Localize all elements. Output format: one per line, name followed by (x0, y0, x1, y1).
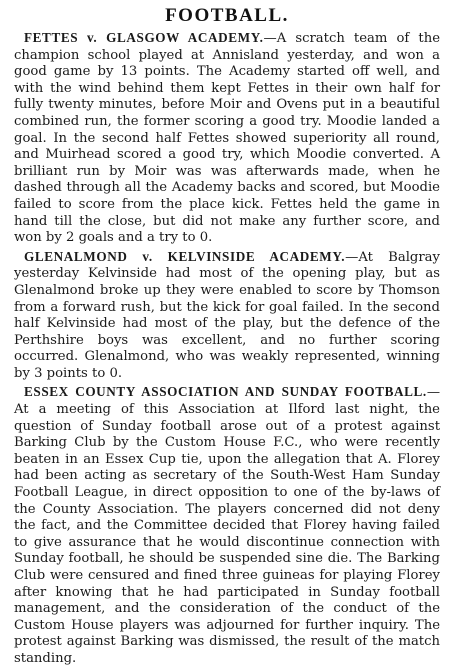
article-essex-sunday-football (14, 384, 440, 667)
article-lead: ESSEX COUNTY ASSOCIATION AND SUNDAY FOOTBALL. (24, 384, 427, 400)
article-lead: GLENALMOND v. KELVINSIDE ACADEMY. (24, 248, 346, 264)
article-body: —At a meeting of this Association at Ilford last night, the question of Sunday football arose out of a protest against Barking Club by the Custom House F.C., who were recently beaten in an Essex Cup tie, upon the allegation that A. Florey had been acting as secretary of the South-West Ham Sunday Football League, in direct opposition to one of the by-laws of the County Association. The players concerned did not deny the fact, and the Committee decided that Florey having failed to give assurance that he would discontinue connection with Sunday football, he should be suspended sine die. The Barking Club were censured and fined three guineas for playing Florey after knowing that he had participated in Sunday football management, and the consideration of the conduct of the Custom House players was adjourned for further inquiry. The protest against Barking was dismissed, the result of the match standing. (14, 385, 440, 666)
section-headline: FOOTBALL. (165, 5, 289, 26)
article-lead: FETTES v. GLASGOW ACADEMY. (24, 30, 264, 45)
article-body: —A scratch team of the champion school played at Annisland yesterday, and won a good game by 13 points. The Academy started off well, and with the wind behind them kept Fettes in their own half for fully twenty minutes, before Moir and Ovens put in a beautiful combined run, the former scoring a good try. Moodie landed a goal. In the second half Fettes showed superiority all round, and Muirhead scored a good try, which Moodie converted. A brilliant run by Moir was was afterwards made, when he dashed through all the Academy backs and scored, but Moodie failed to score from the place kick. Fettes held the game in hand till the close, but did not make any further score, and won by 2 goals and a try to 0. (14, 31, 440, 246)
article-body: —At Balgray yesterday Kelvinside had most of the opening play, but as Glenalmond broke up they were enabled to score by Thomson from a forward rush, but the kick for goal failed. In the second half Kelvinside had most of the play, but the defence of the Perthshire boys was excellent, and no further scoring occurred. Glenalmond, who was weakly represented, winning by 3 points to 0. (14, 249, 440, 381)
article-glenalmond-kelvinside (14, 249, 440, 383)
article-fettes-glasgow (14, 30, 440, 247)
